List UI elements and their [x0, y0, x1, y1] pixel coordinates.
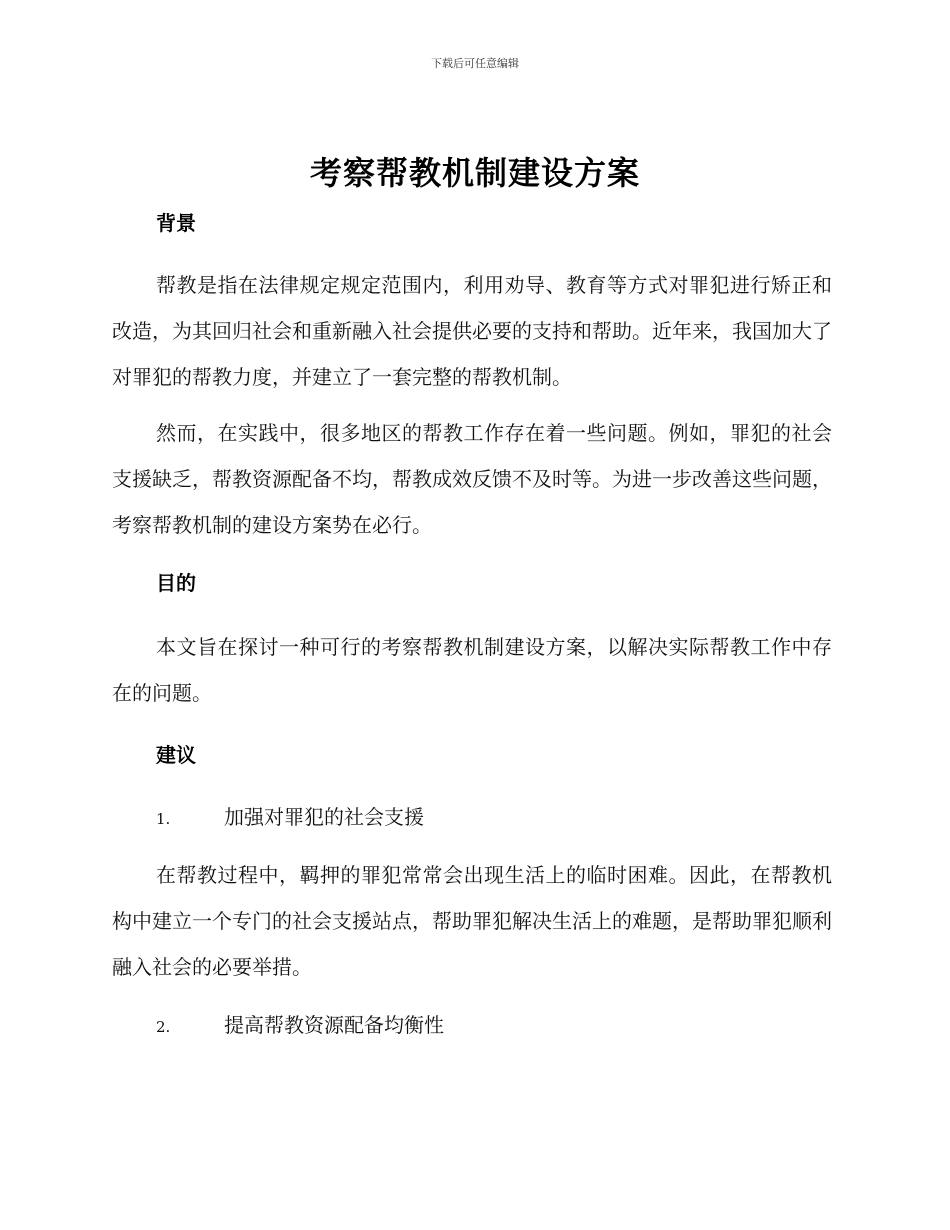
list-item: [112, 794, 832, 840]
list-item-title: 提高帮教资源配备均衡性: [224, 1013, 444, 1037]
document-title: 考察帮教机制建设方案: [309, 154, 640, 192]
paragraph: 帮教是指在法律规定规定范围内，利用劝导、教育等方式对罪犯进行矫正和改造，为其回归社会和重新融入社会提供必要的支持和帮助。近年来，我国加大了对罪犯的帮教力度，并建立了一套完整的帮教机制。: [112, 273, 832, 389]
section-heading-purpose: 目的: [156, 571, 196, 595]
section-purpose: [112, 566, 832, 716]
paragraph: 在帮教过程中，羁押的罪犯常常会出现生活上的临时困难。因此，在帮教机构中建立一个专门的社会支援站点，帮助罪犯解决生活上的难题，是帮助罪犯顺利融入社会的必要举措。: [112, 863, 832, 979]
section-heading-suggestions: 建议: [156, 743, 196, 767]
section-suggestions: [112, 738, 832, 1048]
list-number: 1.: [156, 810, 171, 828]
header-note: 下载后可任意编辑: [431, 57, 519, 70]
document-body: [112, 206, 832, 1048]
section-background: [112, 206, 832, 548]
list-item-title: 加强对罪犯的社会支援: [224, 805, 424, 829]
list-item: [112, 1002, 832, 1048]
list-number: 2.: [156, 1018, 171, 1036]
paragraph: 然而，在实践中，很多地区的帮教工作存在着一些问题。例如，罪犯的社会支援缺乏，帮教资源配备不均，帮教成效反馈不及时等。为进一步改善这些问题，考察帮教机制的建设方案势在必行。: [112, 421, 832, 537]
section-heading-background: 背景: [156, 211, 196, 235]
paragraph: 本文旨在探讨一种可行的考察帮教机制建设方案，以解决实际帮教工作中存在的问题。: [112, 635, 832, 705]
